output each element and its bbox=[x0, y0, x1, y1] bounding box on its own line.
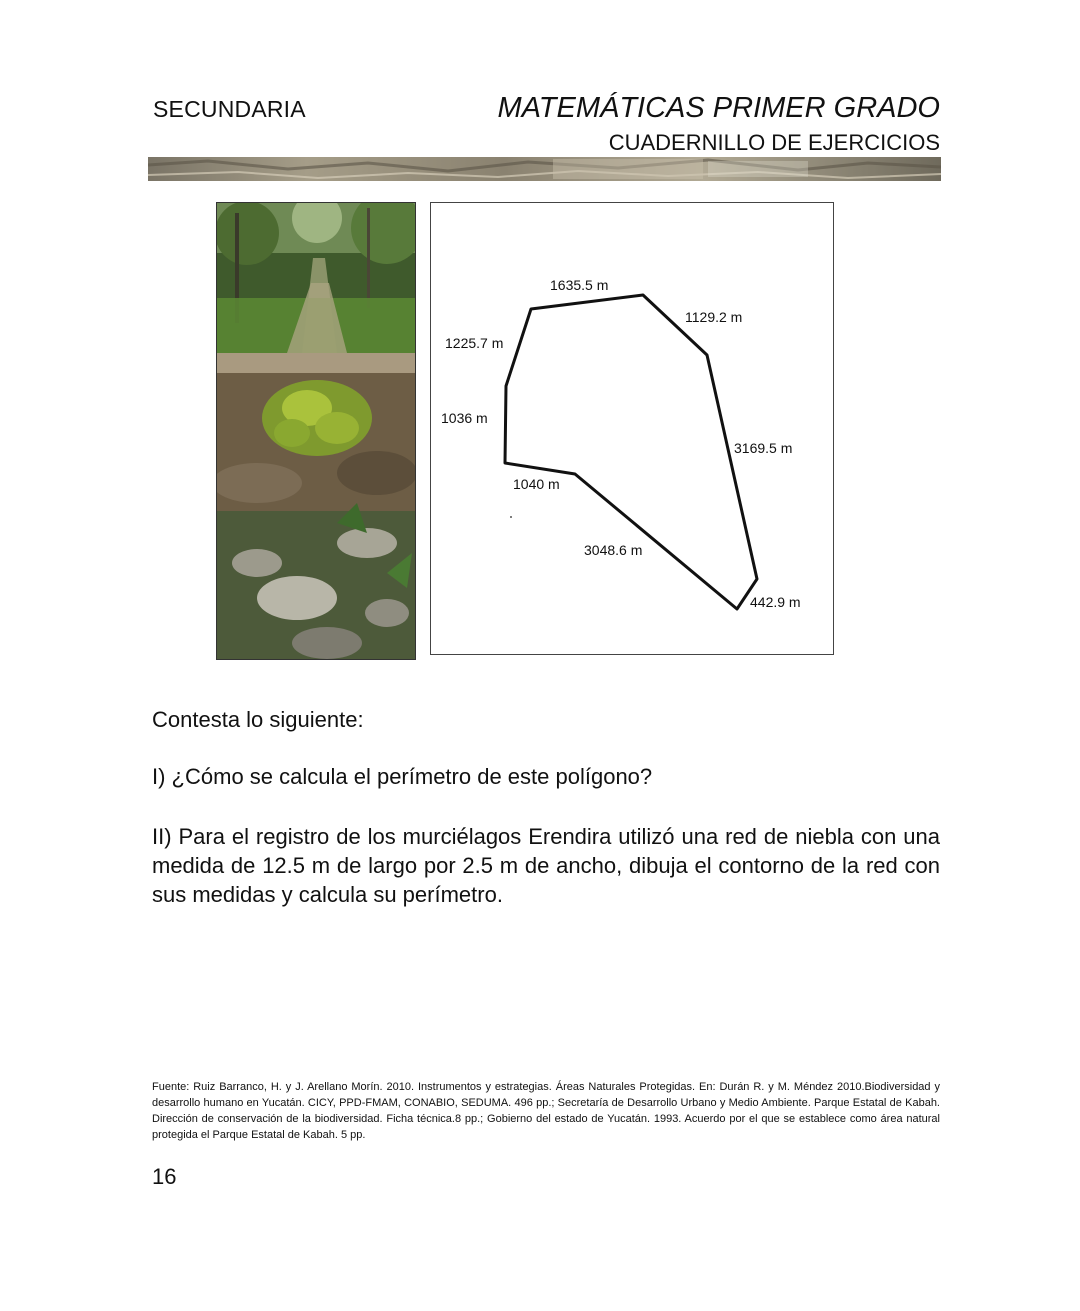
stray-dot bbox=[510, 516, 512, 518]
header-banner-image bbox=[148, 157, 941, 181]
side-label-bottom: 3048.6 m bbox=[584, 542, 643, 558]
side-label-upper-left: 1225.7 m bbox=[445, 335, 504, 351]
header-level: SECUNDARIA bbox=[153, 96, 306, 122]
question-2: II) Para el registro de los murciélagos Erendira utilizó una red de niebla con una medida de 12.5 m de largo por 2.5 m de ancho, dibuja el contorno de la red con sus medidas y calcula su perímetro. bbox=[152, 824, 940, 907]
polygon-diagram bbox=[430, 202, 834, 655]
source-citation: Fuente: Ruiz Barranco, H. y J. Arellano Morín. 2010. Instrumentos y estrategias. Áreas Naturales Protegidas. En: Durán R. y M. Méndez 2010.Biodiversidad y desarrollo humano en Yucatán. CICY, PPD-FMAM, CONABIO, SEDUMA. 496 pp.; Secretaría de Desarrollo Urbano y Medio Ambiente. Parque Estatal de Kabah. Dirección de conservación de la biodiversidad. Ficha técnica.8 pp.; Gobierno del estado de Yucatán. 1993. Acuerdo por el que se establece como área natural protegida el Parque Estatal de Kabah. 5 pp. bbox=[152, 1081, 940, 1141]
habitat-photo-collage bbox=[216, 202, 416, 660]
side-label-bottom-right: 442.9 m bbox=[750, 594, 801, 610]
forest-path-photo bbox=[217, 203, 415, 353]
polygon-outline bbox=[505, 295, 757, 609]
side-label-left: 1036 m bbox=[441, 410, 488, 426]
document-subtitle: CUADERNILLO DE EJERCICIOS bbox=[608, 130, 940, 155]
stone-rubble-photo bbox=[217, 503, 415, 659]
page-number: 16 bbox=[152, 1164, 177, 1189]
side-label-right: 3169.5 m bbox=[734, 440, 793, 456]
cactus-photo bbox=[217, 353, 415, 511]
document-title: MATEMÁTICAS PRIMER GRADO bbox=[497, 92, 940, 124]
side-label-upper-right: 1129.2 m bbox=[685, 309, 743, 325]
question-1: I) ¿Cómo se calcula el perímetro de este polígono? bbox=[152, 764, 653, 789]
side-label-lower-left: 1040 m bbox=[513, 476, 560, 492]
questions-intro: Contesta lo siguiente: bbox=[152, 707, 364, 732]
side-label-top: 1635.5 m bbox=[550, 277, 609, 293]
